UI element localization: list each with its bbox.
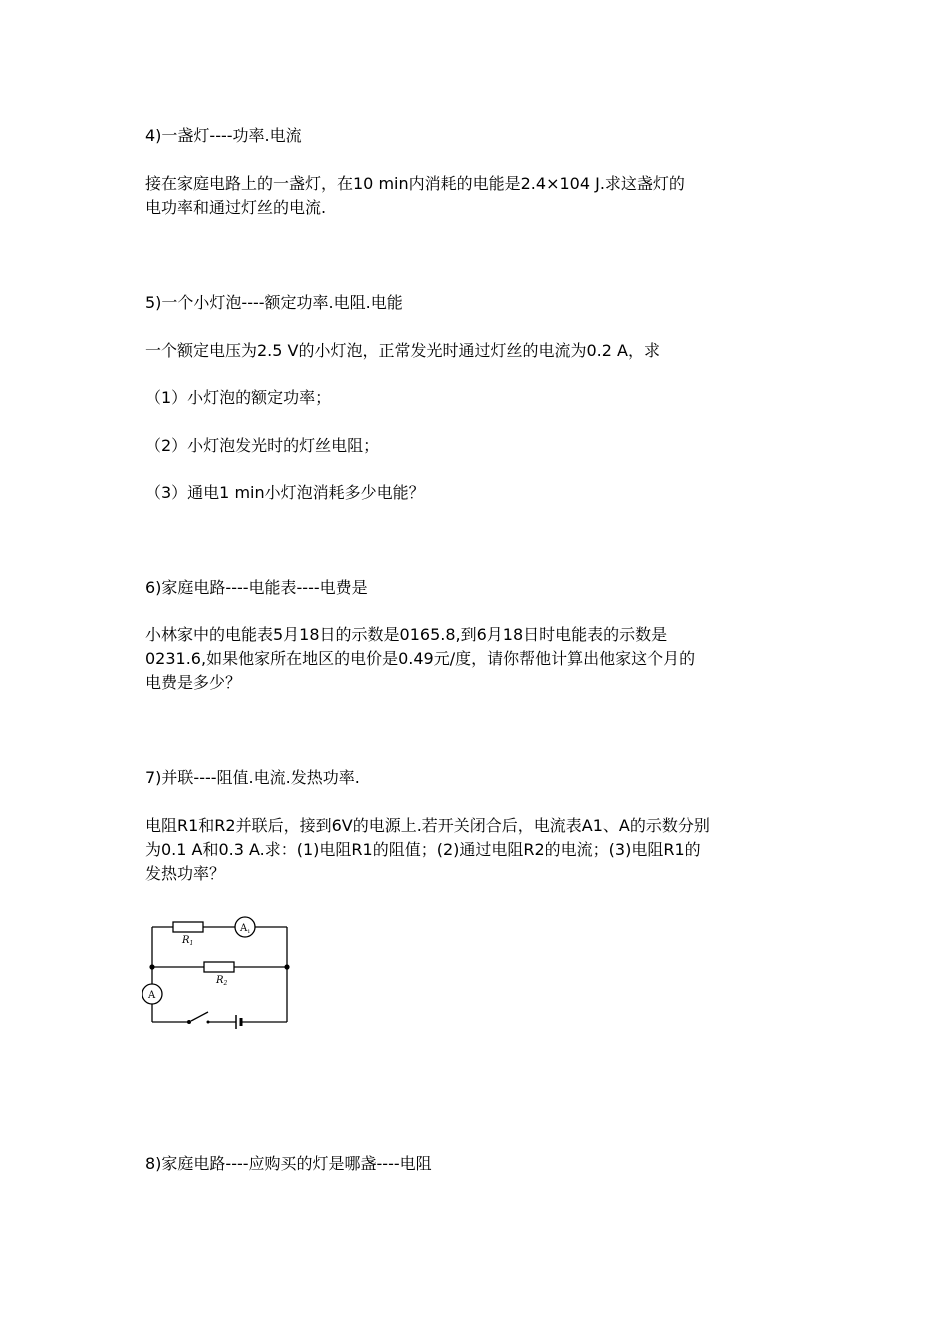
section-7-body-line-2: 为0.1 A和0.3 A.求：(1)电阻R1的阻值；(2)通过电阻R2的电流；(3)电阻R1的	[145, 840, 701, 859]
resistor-r2	[204, 962, 234, 972]
section-5-item-1: （1）小灯泡的额定功率；	[145, 388, 332, 407]
ammeter-a1-label: $A_1$	[240, 923, 251, 935]
junction-left	[149, 964, 154, 969]
junction-right	[284, 964, 289, 969]
section-5-item-2: （2）小灯泡发光时的灯丝电阻；	[145, 436, 380, 455]
switch-contact-left	[187, 1020, 191, 1024]
section-5-body-line-1: 一个额定电压为2.5 V的小灯泡，正常发光时通过灯丝的电流为0.2 A，求	[145, 341, 660, 360]
section-7-heading: 7)并联----阻值.电流.发热功率.	[145, 768, 360, 787]
section-6-heading: 6)家庭电路----电能表----电费是	[145, 578, 368, 597]
switch-blade	[191, 1012, 208, 1021]
section-5-item-3: （3）通电1 min小灯泡消耗多少电能？	[145, 483, 425, 502]
section-4-heading: 4)一盏灯----功率.电流	[145, 126, 302, 145]
section-4-body-line-1: 接在家庭电路上的一盏灯，在10 min内消耗的电能是2.4×104 J.求这盏灯的	[145, 174, 685, 193]
r2-label: $R_2$	[216, 975, 228, 987]
section-6-body-line-1: 小林家中的电能表5月18日的示数是0165.8,到6月18日时电能表的示数是	[145, 625, 668, 644]
section-5-heading: 5)一个小灯泡----额定功率.电阻.电能	[145, 293, 403, 312]
r1-label: $R_1$	[182, 935, 194, 947]
switch-contact-right	[207, 1021, 210, 1024]
ammeter-a-label: A	[148, 990, 156, 1001]
section-6-body-line-3: 电费是多少？	[145, 673, 242, 692]
section-6-body-line-2: 0231.6,如果他家所在地区的电价是0.49元/度，请你帮他计算出他家这个月的	[145, 649, 696, 668]
section-4-body-line-2: 电功率和通过灯丝的电流.	[145, 198, 327, 217]
parallel-circuit-diagram	[142, 912, 297, 1030]
resistor-r1	[173, 922, 203, 932]
section-7-body-line-1: 电阻R1和R2并联后，接到6V的电源上.若开关闭合后，电流表A1、A的示数分别	[145, 816, 710, 835]
section-8-heading: 8)家庭电路----应购买的灯是哪盏----电阻	[145, 1154, 432, 1173]
section-7-body-line-3: 发热功率？	[145, 864, 226, 883]
